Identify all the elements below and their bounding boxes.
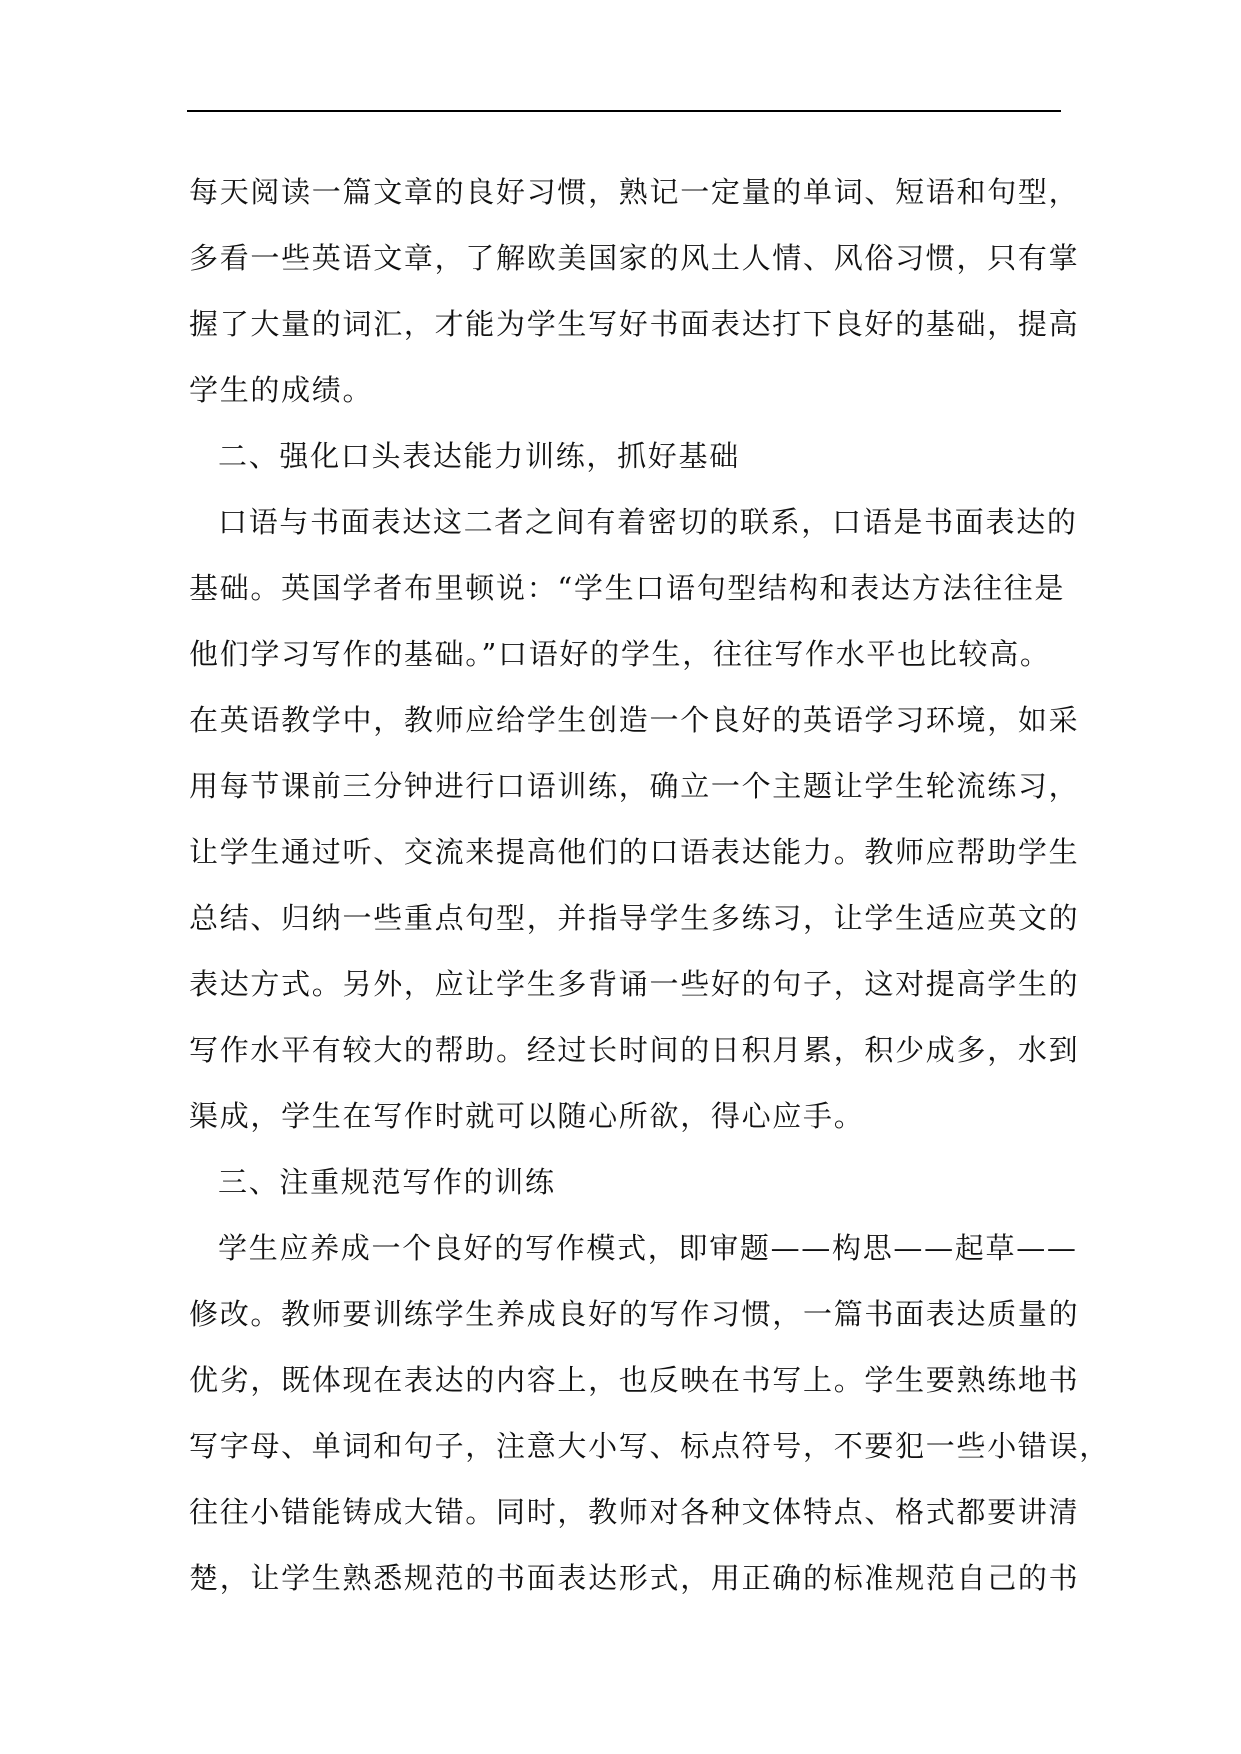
- text-line: 渠成，学生在写作时就可以随心所欲，得心应手。: [189, 1099, 865, 1133]
- text-line: 表达方式。另外，应让学生多背诵一些好的句子，这对提高学生的: [189, 967, 1080, 1001]
- text-line: 写作水平有较大的帮助。经过长时间的日积月累，积少成多，水到: [189, 1033, 1080, 1067]
- text-line: 学生应养成一个良好的写作模式，即审题——构思——起草——: [218, 1231, 1078, 1265]
- text-line: 修改。教师要训练学生养成良好的写作习惯，一篇书面表达质量的: [189, 1297, 1080, 1331]
- text-line: 每天阅读一篇文章的良好习惯，熟记一定量的单词、短语和句型，: [189, 175, 1080, 209]
- text-line: 总结、归纳一些重点句型，并指导学生多练习，让学生适应英文的: [189, 901, 1080, 935]
- text-line: 用每节课前三分钟进行口语训练，确立一个主题让学生轮流练习，: [189, 769, 1080, 803]
- document-body: [189, 159, 1111, 1611]
- text-line: 多看一些英语文章，了解欧美国家的风土人情、风俗习惯，只有掌: [189, 241, 1080, 275]
- text-line: 口语与书面表达这二者之间有着密切的联系，口语是书面表达的: [218, 505, 1078, 539]
- section-heading: 三、注重规范写作的训练: [218, 1165, 556, 1199]
- text-line: 学生的成绩。: [189, 373, 374, 407]
- text-line: 优劣，既体现在表达的内容上，也反映在书写上。学生要熟练地书: [189, 1363, 1080, 1397]
- text-line: 写字母、单词和句子，注意大小写、标点符号，不要犯一些小错误，: [189, 1429, 1111, 1463]
- text-line: 基础。英国学者布里顿说：“学生口语句型结构和表达方法往往是: [189, 571, 1066, 605]
- text-line: 楚，让学生熟悉规范的书面表达形式，用正确的标准规范自己的书: [189, 1561, 1080, 1595]
- section-heading: 二、强化口头表达能力训练，抓好基础: [218, 439, 740, 473]
- header-rule: [187, 110, 1061, 112]
- text-line: 往往小错能铸成大错。同时，教师对各种文体特点、格式都要讲清: [189, 1495, 1080, 1529]
- text-line: 握了大量的词汇，才能为学生写好书面表达打下良好的基础，提高: [189, 307, 1080, 341]
- text-line: 他们学习写作的基础。”口语好的学生，往往写作水平也比较高。: [189, 637, 1051, 671]
- text-line: 在英语教学中，教师应给学生创造一个良好的英语学习环境，如采: [189, 703, 1080, 737]
- text-line: 让学生通过听、交流来提高他们的口语表达能力。教师应帮助学生: [189, 835, 1080, 869]
